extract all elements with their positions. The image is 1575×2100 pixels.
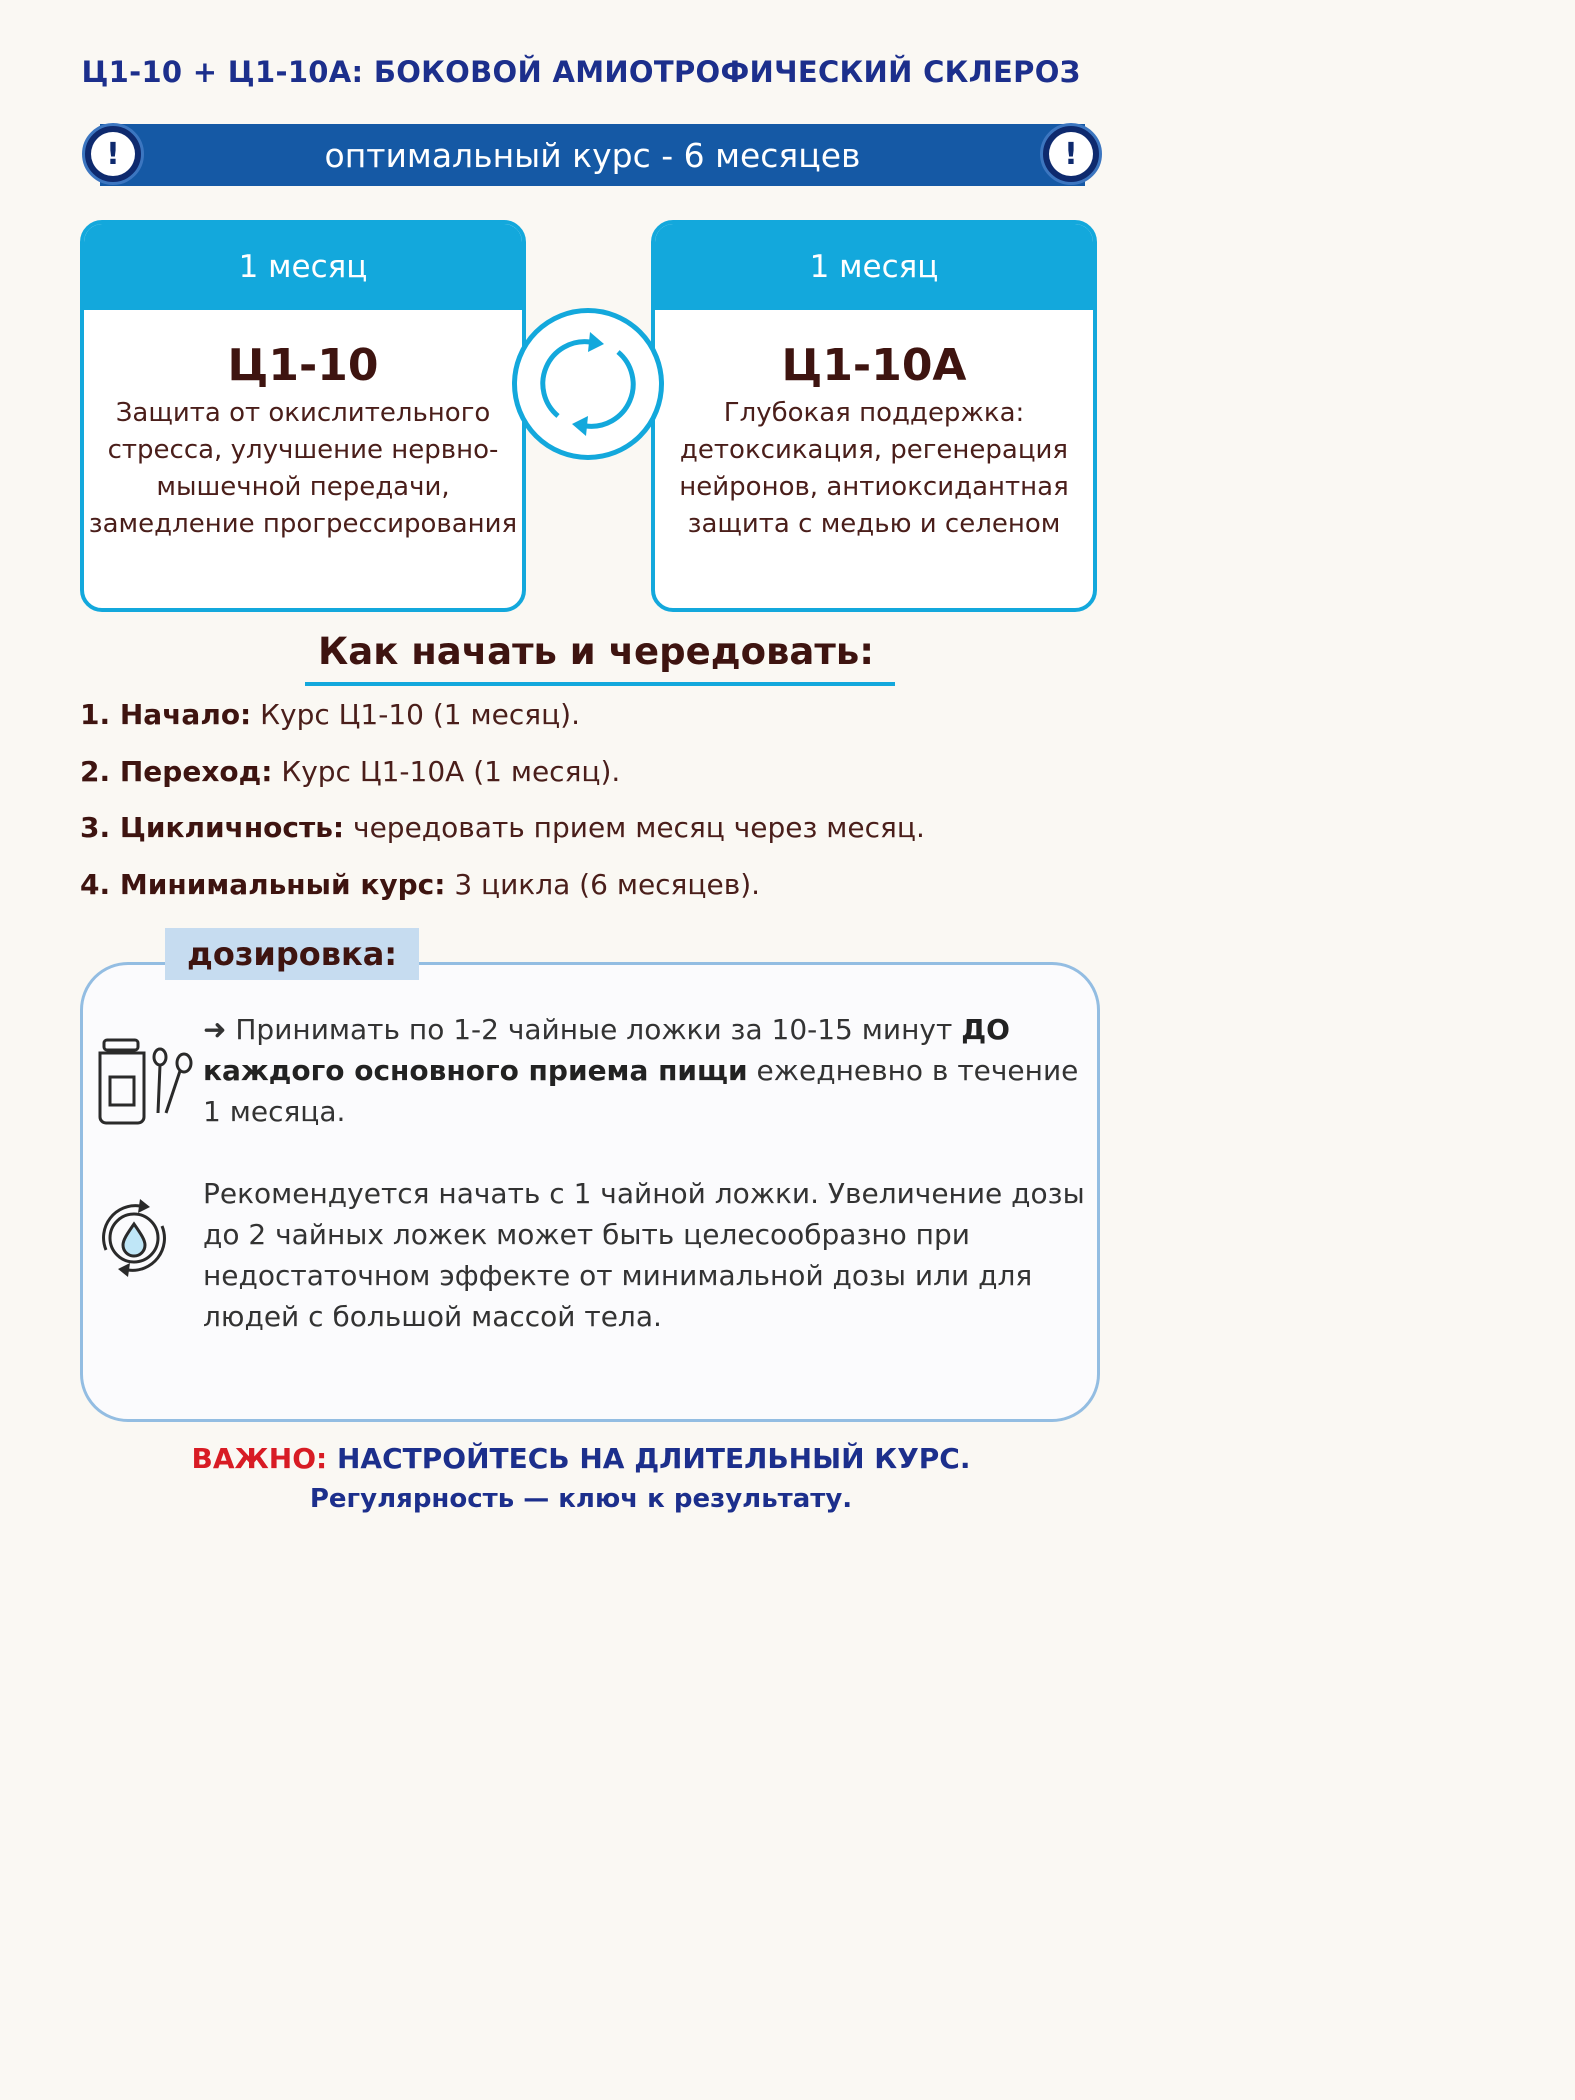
course-banner: [100, 124, 1085, 186]
step-item: 2. Переход: Курс Ц1-10А (1 месяц).: [80, 755, 621, 788]
card-period: 1 месяц: [84, 224, 522, 310]
course-banner-text: оптимальный курс - 6 месяцев: [324, 135, 861, 175]
dosage-recommendation: Рекомендуется начать с 1 чайной ложки. Увеличение дозы до 2 чайных ложек может быть целесообразно при недостаточном эффекте от минимальной дозы или для людей с большой массой тела.: [203, 1177, 1085, 1333]
card-description: Глубокая поддержка: детоксикация, регенерация нейронов, антиоксидантная защита с медью и селеном: [679, 398, 1069, 539]
card-product-name: Ц1-10: [227, 340, 379, 391]
page-title: Ц1-10 + Ц1-10А: БОКОВОЙ АМИОТРОФИЧЕСКИЙ СКЛЕРОЗ: [81, 55, 1081, 89]
dosage-heading: дозировка:: [165, 928, 419, 980]
exclamation-icon: !: [1040, 123, 1102, 185]
jar-spoons-icon: [94, 1035, 204, 1134]
heading-underline: [305, 682, 895, 686]
step-item: 1. Начало: Курс Ц1-10 (1 месяц).: [80, 698, 580, 731]
product-card-c1-10a: [651, 220, 1097, 612]
card-description: Защита от окислительного стресса, улучшение нервно-мышечной передачи, замедление прогрессирования: [88, 398, 518, 539]
exclamation-icon: !: [82, 123, 144, 185]
dosage-instruction: ➜ Принимать по 1-2 чайные ложки за 10-15 минут ДО каждого основного приема пищи ежедневно в течение 1 месяца.: [203, 1013, 1079, 1128]
water-drop-cycle-icon: [94, 1190, 176, 1289]
card-period: 1 месяц: [655, 224, 1093, 310]
cycle-arrows-icon: [512, 308, 664, 460]
card-product-name: Ц1-10А: [781, 340, 967, 391]
product-card-c1-10: [80, 220, 526, 612]
step-item: 3. Цикличность: чередовать прием месяц через месяц.: [80, 811, 925, 844]
important-notice: ВАЖНО: НАСТРОЙТЕСЬ НА ДЛИТЕЛЬНЫЙ КУРС.: [191, 1442, 971, 1475]
how-to-heading: Как начать и чередовать:: [317, 630, 875, 673]
slogan: Регулярность — ключ к результату.: [309, 1484, 853, 1514]
step-item: 4. Минимальный курс: 3 цикла (6 месяцев).: [80, 868, 761, 901]
